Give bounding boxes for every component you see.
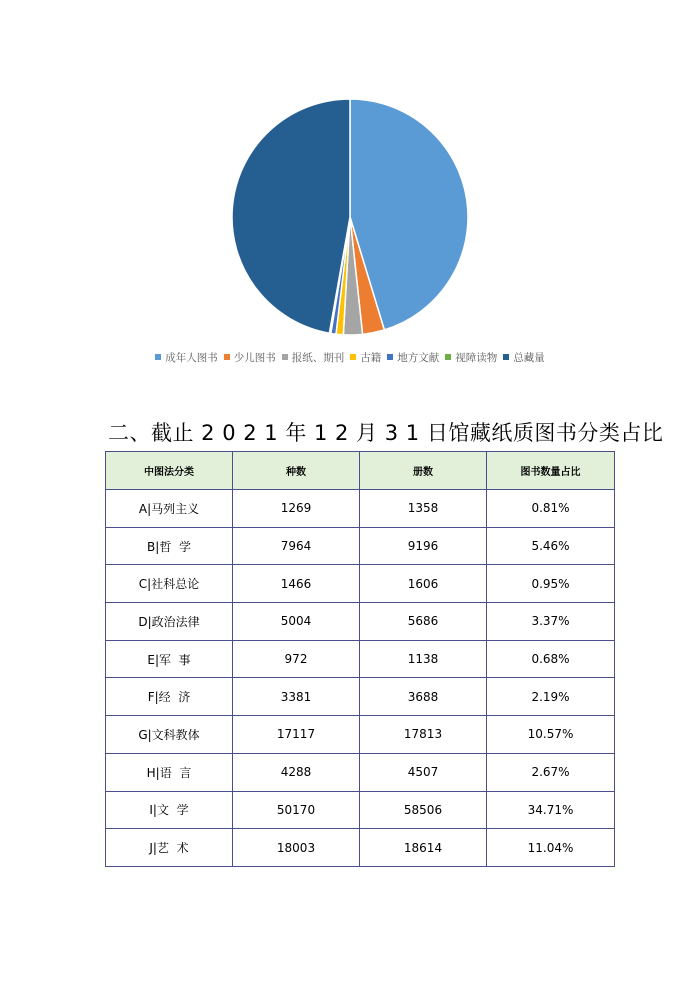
cell-share: 0.95%: [487, 565, 615, 603]
cell-volumes: 3688: [360, 678, 487, 716]
cell-share: 2.19%: [487, 678, 615, 716]
legend-item: [387, 350, 439, 365]
cell-classification: E|军 事: [106, 640, 233, 678]
cell-share: 2.67%: [487, 753, 615, 791]
legend-swatch: [155, 354, 161, 360]
legend-label: 少儿图书: [233, 352, 276, 364]
table-row: [106, 678, 615, 716]
cell-share: 10.57%: [487, 716, 615, 754]
cell-classification: D|政治法律: [106, 603, 233, 641]
legend-item: [503, 350, 545, 365]
cell-titles: 972: [233, 640, 360, 678]
cell-volumes: 17813: [360, 716, 487, 754]
legend-item: [224, 350, 276, 365]
cell-volumes: 5686: [360, 603, 487, 641]
cell-volumes: 4507: [360, 753, 487, 791]
cell-titles: 7964: [233, 527, 360, 565]
legend-label: 报纸、期刊: [291, 352, 345, 364]
cell-titles: 3381: [233, 678, 360, 716]
cell-titles: 1269: [233, 490, 360, 528]
cell-classification: A|马列主义: [106, 490, 233, 528]
legend-swatch: [387, 354, 393, 360]
cell-share: 34.71%: [487, 791, 615, 829]
legend-swatch: [350, 354, 356, 360]
table-row: [106, 640, 615, 678]
pie-slice: [232, 99, 350, 333]
cell-titles: 18003: [233, 829, 360, 867]
table-row: [106, 716, 615, 754]
table-row: [106, 829, 615, 867]
cell-volumes: 1138: [360, 640, 487, 678]
header-classification: 中图法分类: [106, 452, 233, 490]
header-titles: 种数: [233, 452, 360, 490]
legend-item: [282, 350, 345, 365]
cell-titles: 1466: [233, 565, 360, 603]
cell-share: 0.68%: [487, 640, 615, 678]
cell-volumes: 18614: [360, 829, 487, 867]
cell-titles: 4288: [233, 753, 360, 791]
cell-share: 5.46%: [487, 527, 615, 565]
table-row: [106, 490, 615, 528]
legend-label: 地方文献: [397, 352, 440, 364]
cell-classification: J|艺 术: [106, 829, 233, 867]
legend-item: [155, 350, 218, 365]
classification-table: [105, 451, 615, 867]
cell-volumes: 1606: [360, 565, 487, 603]
cell-classification: G|文科教体: [106, 716, 233, 754]
cell-classification: H|语 言: [106, 753, 233, 791]
cell-volumes: 58506: [360, 791, 487, 829]
table-header-row: [106, 452, 615, 490]
table-row: [106, 753, 615, 791]
legend-swatch: [445, 354, 451, 360]
table-row: [106, 603, 615, 641]
section-title: 二、截止 2 0 2 1 年 1 2 月 3 1 日馆藏纸质图书分类占比: [108, 421, 664, 445]
legend-item: [445, 350, 497, 365]
pie-chart: [0, 0, 700, 380]
cell-volumes: 9196: [360, 527, 487, 565]
cell-classification: C|社科总论: [106, 565, 233, 603]
pie-chart-svg: [229, 96, 471, 338]
table-row: [106, 791, 615, 829]
cell-share: 0.81%: [487, 490, 615, 528]
cell-titles: 5004: [233, 603, 360, 641]
cell-titles: 17117: [233, 716, 360, 754]
legend-label: 成年人图书: [165, 352, 218, 364]
cell-volumes: 1358: [360, 490, 487, 528]
header-volumes: 册数: [360, 452, 487, 490]
legend-item: [350, 350, 381, 365]
header-share: 图书数量占比: [487, 452, 615, 490]
legend-label: 古籍: [360, 352, 382, 364]
legend-swatch: [224, 354, 230, 360]
chart-legend: [0, 350, 700, 365]
cell-share: 11.04%: [487, 829, 615, 867]
legend-label: 视障读物: [455, 352, 498, 364]
legend-label: 总藏量: [513, 352, 545, 364]
table-row: [106, 527, 615, 565]
cell-titles: 50170: [233, 791, 360, 829]
table-row: [106, 565, 615, 603]
cell-classification: I|文 学: [106, 791, 233, 829]
cell-share: 3.37%: [487, 603, 615, 641]
legend-swatch: [282, 354, 288, 360]
table-body: [106, 490, 615, 867]
cell-classification: F|经 济: [106, 678, 233, 716]
legend-swatch: [503, 354, 509, 360]
cell-classification: B|哲 学: [106, 527, 233, 565]
